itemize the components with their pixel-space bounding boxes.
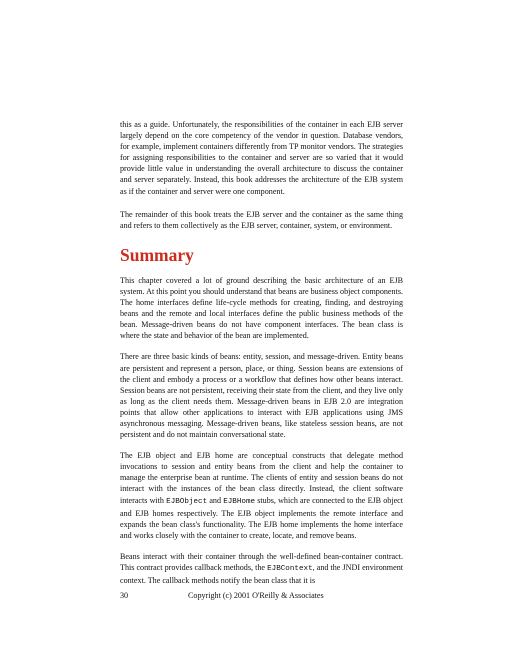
summary-paragraph-1: This chapter covered a lot of ground describing the basic architecture of an EJB system. At this point you should understand that beans are business object components. The home interfaces define life-cycle methods for creating, finding, and destroying beans and the remote and local interfaces define the public business methods of the bean. Message-driven beans do not have component interfaces. The bean class is where the state and behavior of the bean are implemented. — [120, 275, 403, 341]
summary-paragraph-4-text-a: Beans interact with their container through the well-defined bean-container contract. This contract provides callback methods, the — [120, 551, 403, 572]
summary-paragraph-2: There are three basic kinds of beans: entity, session, and message-driven. Entity beans are persistent and represent a person, place, or thing. Session beans are extensions of the client and embody a process or a workflow that defines how other beans interact. Session beans are not persistent, receiving their state from the client, and they live only as long as the client needs them. Message-driven beans in EJB 2.0 are integration points that allow other applications to interact with EJB applications using JMS asynchronous messaging. Message-driven beans, like stateless session beans, are not persistent and do not maintain conversational state. — [120, 352, 403, 440]
copyright-notice: Copyright (c) 2001 O'Reilly & Associates — [188, 591, 324, 600]
intro-paragraph-1: this as a guide. Unfortunately, the responsibilities of the container in each EJB server largely depend on the core competency of the vendor in question. Database vendors, for example, implement containers differently from TP monitor vendors. The strategies for assigning responsibilities to the container and server are so varied that it would provide little value in understanding the overall architecture to discuss the container and server separately. Instead, this book addresses the architecture of the EJB system as if the container and server were one component. — [120, 120, 403, 196]
code-ejbhome: EJBHome — [223, 497, 256, 506]
page-number: 30 — [120, 591, 129, 600]
summary-paragraph-3 — [120, 450, 403, 541]
summary-paragraph-3-text-b: and — [207, 495, 224, 505]
summary-paragraph-4-text-b: , and the JNDI environment context. The callback methods notify the bean class that it is — [120, 563, 403, 586]
summary-paragraph-4 — [120, 551, 403, 586]
intro-paragraph-2: The remainder of this book treats the EJB server and the container as the same thing and refers to them collectively as the EJB server, container, system, or environment. — [120, 209, 403, 230]
code-ejbobject: EJBObject — [166, 497, 208, 506]
summary-paragraph-3-text-c: stubs, which are connected to the EJB object and EJB homes respectively. The EJB object implements the remote interface and expands the bean class's functionality. The EJB home implements the home interface and works closely with the container to create, locate, and remove beans. — [120, 495, 403, 540]
code-ejbcontext: EJBContext — [267, 565, 313, 573]
section-heading-summary: Summary — [120, 244, 194, 265]
page-content — [120, 119, 403, 596]
summary-paragraph-3-text-a: The EJB object and EJB home are conceptual constructs that delegate method invocations to session and entity beans from the client and help the container to manage the enterprise bean at runtime. The clients of entity and session beans do not interact with the instances of the bean class directly. Instead, the client software interacts with — [120, 451, 403, 505]
